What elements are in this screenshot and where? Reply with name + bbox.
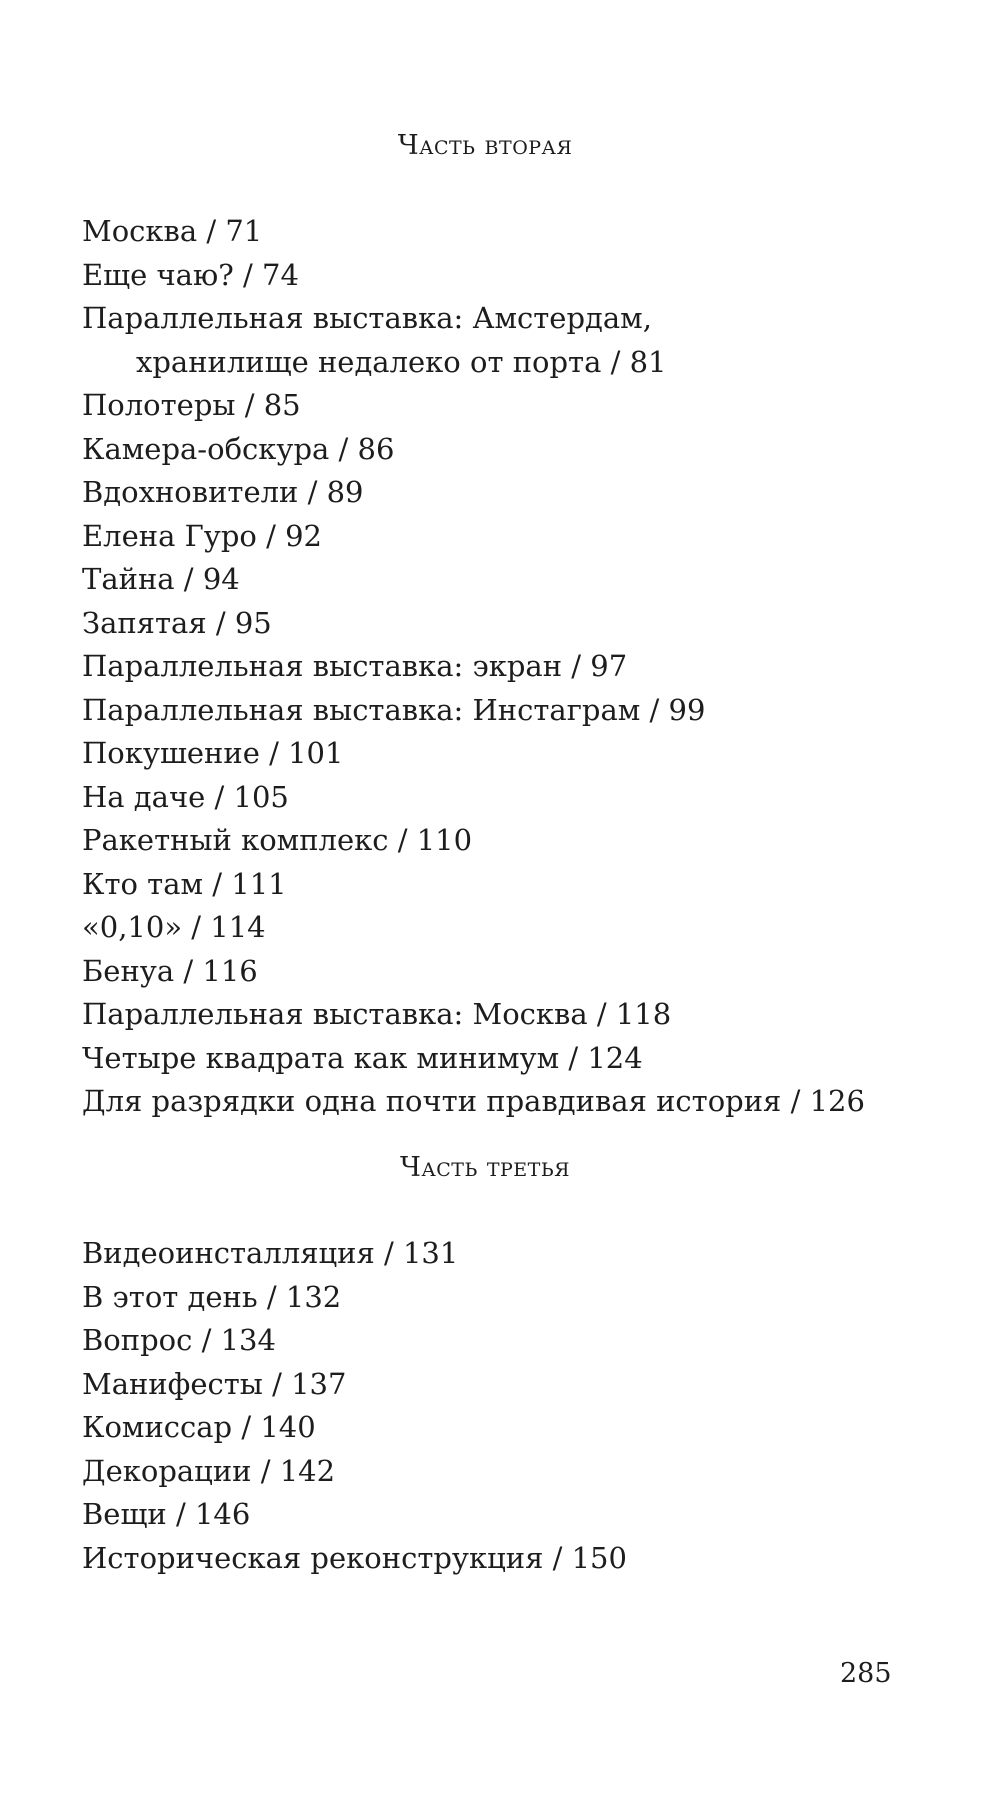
entry-page: / 97 <box>562 649 627 683</box>
entry-page: / 81 <box>601 345 666 379</box>
toc-entry[interactable] <box>82 819 865 863</box>
entry-page: / 99 <box>640 693 705 727</box>
toc-entry[interactable] <box>82 428 865 472</box>
toc-entry[interactable] <box>82 993 865 1037</box>
entry-title: Ракетный комплекс <box>82 823 389 857</box>
entry-title: Видеоинсталляция <box>82 1236 375 1270</box>
toc-entry[interactable] <box>82 906 865 950</box>
toc-entry[interactable] <box>82 384 865 428</box>
entry-title: Вопрос <box>82 1323 193 1357</box>
toc-entry[interactable] <box>82 1450 627 1494</box>
entry-title: Москва <box>82 214 198 248</box>
entry-page: / 131 <box>375 1236 459 1270</box>
entry-title: На даче <box>82 779 206 814</box>
toc-entry[interactable] <box>82 210 865 254</box>
part-two-toc <box>82 210 865 1124</box>
entry-title-line2: хранилище недалеко от порта <box>136 344 602 379</box>
entry-title: Полотеры <box>82 388 236 422</box>
entry-page: / 126 <box>781 1084 865 1118</box>
entry-page: / 134 <box>192 1323 276 1357</box>
toc-entry[interactable] <box>82 645 865 689</box>
entry-title: Вдохновители <box>82 475 299 509</box>
entry-title: Покушение <box>82 736 260 770</box>
entry-page: / 110 <box>389 823 473 857</box>
entry-title: Параллельная выставка: Инстаграм <box>82 692 641 727</box>
part-three-toc <box>82 1232 627 1580</box>
entry-page: / 86 <box>329 432 394 466</box>
toc-entry[interactable] <box>82 1080 865 1124</box>
entry-title: Еще чаю? <box>82 257 234 292</box>
entry-page: / 124 <box>559 1041 643 1075</box>
toc-entry[interactable] <box>82 732 865 776</box>
toc-entry[interactable] <box>82 1537 627 1581</box>
entry-page: / 137 <box>263 1367 347 1401</box>
entry-page: / 85 <box>235 388 300 422</box>
toc-entry[interactable] <box>82 1037 865 1081</box>
entry-title: Параллельная выставка: экран <box>82 649 563 683</box>
entry-title: Бенуа <box>82 953 175 988</box>
entry-title: Четыре квадрата как минимум <box>82 1040 560 1075</box>
entry-title: Вещи <box>82 1497 167 1531</box>
entry-title: Параллельная выставка: Москва <box>82 997 588 1031</box>
entry-page: / 71 <box>197 214 262 248</box>
entry-title-line1: Параллельная выставка: Амстердам, <box>82 301 652 335</box>
entry-page: / 89 <box>298 475 363 509</box>
entry-page: / 95 <box>207 606 272 640</box>
toc-entry[interactable] <box>82 863 865 907</box>
toc-entry[interactable] <box>82 471 865 515</box>
entry-page: / 142 <box>251 1454 335 1488</box>
entry-page: / 118 <box>588 997 672 1031</box>
toc-entry[interactable] <box>82 1276 627 1320</box>
entry-title: Тайна <box>82 562 175 596</box>
entry-page: / 132 <box>258 1280 342 1314</box>
toc-entry[interactable] <box>82 1363 627 1407</box>
entry-page: / 105 <box>205 780 289 814</box>
entry-page: / 150 <box>543 1541 627 1575</box>
entry-page: / 114 <box>182 910 266 944</box>
entry-title: Комиссар <box>82 1410 233 1444</box>
entry-title: Декорации <box>82 1453 252 1488</box>
entry-page: / 111 <box>203 867 287 901</box>
part-three-heading: Часть третья <box>399 1152 570 1183</box>
toc-entry[interactable] <box>82 1319 627 1363</box>
toc-entry[interactable] <box>82 602 865 646</box>
entry-title: Манифесты <box>82 1366 263 1401</box>
entry-title: Кто там <box>82 866 204 901</box>
toc-entry[interactable] <box>82 689 865 733</box>
entry-page: / 92 <box>257 519 322 553</box>
toc-entry[interactable] <box>82 254 865 298</box>
toc-entry[interactable] <box>82 1406 627 1450</box>
page-number: 285 <box>840 1658 892 1689</box>
entry-title: Запятая <box>82 605 207 640</box>
toc-entry[interactable] <box>82 297 865 384</box>
toc-entry[interactable] <box>82 558 865 602</box>
toc-entry[interactable] <box>82 1232 627 1276</box>
entry-page: / 140 <box>232 1410 316 1444</box>
entry-page: / 146 <box>167 1497 251 1531</box>
entry-page: / 116 <box>174 954 258 988</box>
entry-page: / 94 <box>175 562 240 596</box>
toc-entry[interactable] <box>82 950 865 994</box>
toc-entry[interactable] <box>82 776 865 820</box>
toc-entry[interactable] <box>82 515 865 559</box>
entry-page: / 101 <box>260 736 344 770</box>
entry-title: Камера-обскура <box>82 431 330 466</box>
entry-page: / 74 <box>234 258 299 292</box>
entry-title: Историческая реконструкция <box>82 1540 544 1575</box>
entry-title: Для разрядки одна почти правдивая история <box>82 1084 782 1118</box>
part-two-heading: Часть вторая <box>397 130 573 161</box>
entry-title: «0,10» <box>82 910 183 944</box>
entry-title: В этот день <box>82 1279 258 1314</box>
toc-entry[interactable] <box>82 1493 627 1537</box>
entry-title: Елена Гуро <box>82 518 257 553</box>
